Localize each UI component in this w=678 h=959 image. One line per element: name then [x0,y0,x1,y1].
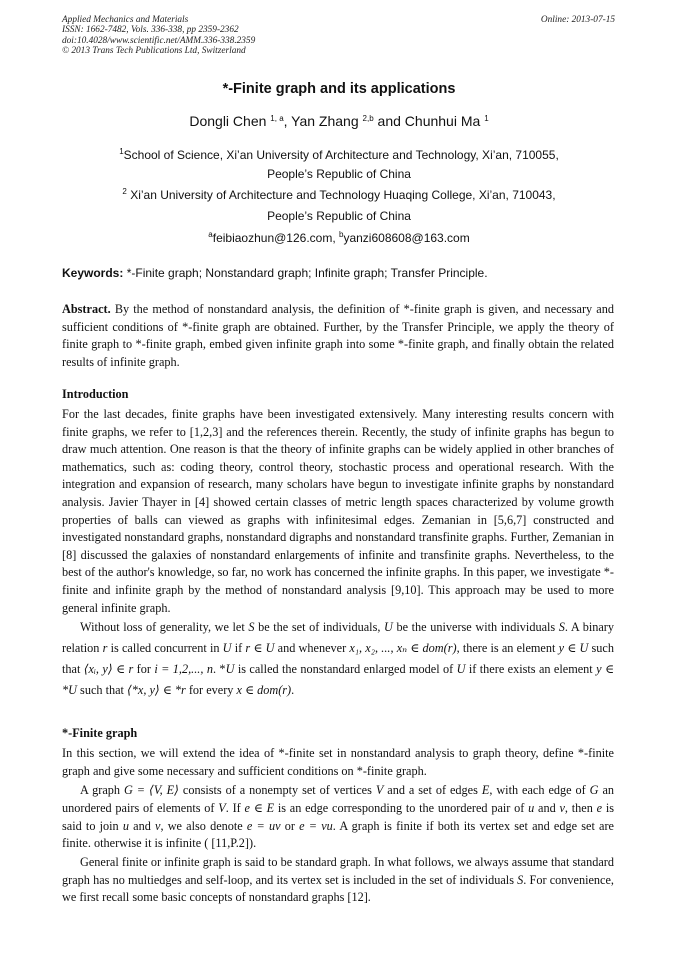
keywords [62,266,488,280]
author-2-sup: 2,b [362,114,374,123]
email-b-sup: b [339,230,344,239]
abstract-label: Abstract. [62,302,111,316]
keywords-text: *-Finite graph; Nonstandard graph; Infinite graph; Transfer Principle. [123,266,488,280]
affiliation-2-text: Xi’an University of Architecture and Technology Huaqing College, Xi’an, 710043, [126,188,556,202]
finite-graph-paragraph-2: A graph G = ⟨V, E⟩ consists of a nonempty set of vertices V and a set of edges E, with each edge of G an unordered pairs of elements of V. If e ∈ E is an edge corresponding to the unordered pair of u and v, then e is said to join u and v, we also denote e = uv or e = vu. A graph is finite if both its vertex set and edge set are finite. otherwise it is infinite ( [11,P.2]). [62,783,615,851]
author-3: Chunhui Ma [404,113,481,129]
issn-line: ISSN: 1662-7482, Vols. 336-338, pp 2359-2362 [62,25,239,36]
author-1-sup: 1, a [270,114,284,123]
affiliation-2-line-2: People’s Republic of China [267,209,411,223]
email-b: yanzi608608@163.com [343,231,470,245]
affiliation-1-sup: 1 [119,147,124,156]
keywords-label: Keywords: [62,266,124,280]
paper-title: *-Finite graph and its applications [222,81,456,97]
affiliation-1-line-1 [0,148,678,162]
author-separator: and [373,113,405,129]
introduction-paragraph-1: For the last decades, finite graphs have been investigated extensively. Many interesting results concern with finite graphs, we refer to [1,2,3] and the references therein. Recently, the study of infinite graphs has begun to draw much attention. One reason is that the theory of infinite graphs can be widely applied in other branches of mathematics, such as: coding theory, control theory, stochastic process and operational research. With the integration and expansion of research, many scholars have begun to investigate infinite graphs by nonstandard analysis. Javier Thayer in [4] showed certain classes of metric length spaces characterized by volume growth properties of balls can viewed as graphs with infinitesimal edges. Zemanian in [5,6,7] constructed and investigated nonstandard graphs, nonstandard digraphs and nonstandard transfinite graphs. Further, Zemanian in [8] discussed the galaxies of nonstandard enlargements of infinite and transfinite graphs. Nevertheless, to the best of the author's knowledge, so far, no work has concerned the infinite graphs. In this paper, we investigate *-finite and infinite graph by the method of nonstandard analysis [9,10]. This approach may be used to more general infinite graph. [62,407,614,615]
email-line [0,231,678,245]
affiliation-1-text: School of Science, Xi’an University of Architecture and Technology, Xi’an, 710055, [123,148,559,162]
author-2: Yan Zhang [291,113,359,129]
online-date: Online: 2013-07-15 [540,15,615,25]
abstract-text: By the method of nonstandard analysis, the definition of *-finite graph is given, and necessary and sufficient conditions of *-finite graph are obtained. Further, by the Transfer Principle, we apply the theory of finite graph to *-finite graph, embed given infinite graph into some *-finite graph, and finally obtain the related results of infinite graph. [62,302,614,369]
copyright-line: © 2013 Trans Tech Publications Ltd, Switzerland [62,45,246,56]
affiliation-1-line-2: People’s Republic of China [267,167,411,181]
journal-name: Applied Mechanics and Materials [62,15,189,25]
abstract [62,301,614,371]
journal-header [62,15,255,56]
author-list [0,113,678,129]
introduction-paragraph-2: Without loss of generality, we let S be the set of individuals, U be the universe with individuals S. A binary relation r is called concurrent in U if r ∈ U and whenever x₁, x₂, ..., xₙ ∈ dom(r), there is an element y ∈ U such that ⟨xᵢ, y⟩ ∈ r for i = 1,2,..., n. *U is called the nonstandard enlarged model of U if there exists an element y ∈ *U such that ⟨*x, y⟩ ∈ *r for every x ∈ dom(r). [62,620,615,697]
author-separator: , [283,113,292,129]
affiliation-2-sup: 2 [122,187,127,196]
finite-graph-heading: *-Finite graph [62,726,138,740]
introduction-heading: Introduction [62,387,129,401]
finite-graph-paragraph-1: In this section, we will extend the idea of *-finite set in nonstandard analysis to graph theory, define *-finite graph and give some necessary and sufficient conditions on *-finite graph. [62,746,614,778]
author-1: Dongli Chen [189,113,267,129]
author-3-sup: 1 [484,114,489,123]
email-a: feibiaozhun@126.com, [212,231,339,245]
doi-line: doi:10.4028/www.scientific.net/AMM.336-338.2359 [62,35,256,46]
finite-graph-paragraph-3: General finite or infinite graph is said to be standard graph. In what follows, we always assume that standard graph has no multiedges and self-loop, and its vertex set is included in the set of individuals S. For convenience, we first recall some basic concepts of nonstandard graphs [12]. [62,855,614,905]
affiliation-2-line-1 [0,188,678,202]
email-a-sup: a [208,230,213,239]
